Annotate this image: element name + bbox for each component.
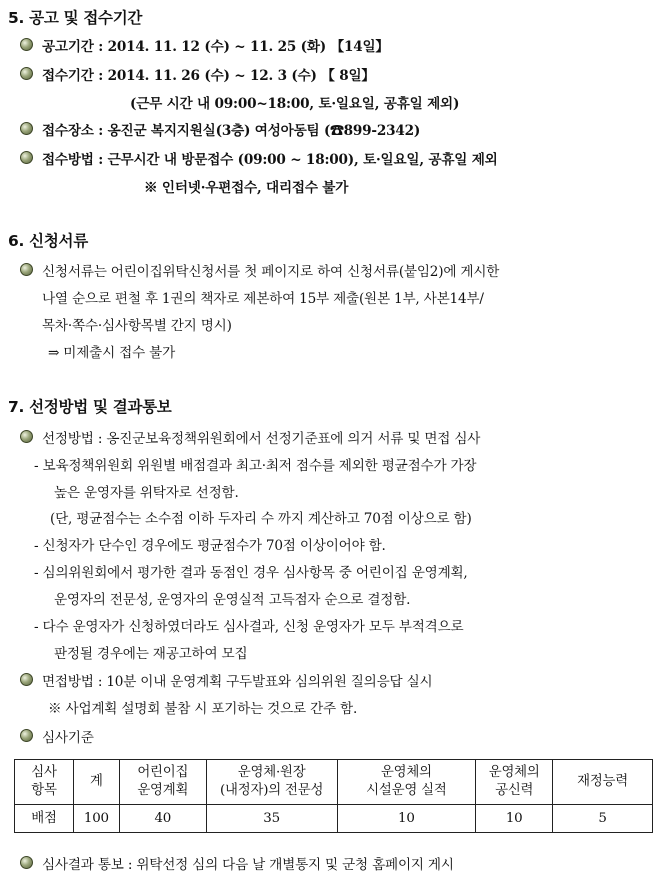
method-detail-2: - 신청자가 단수인 경우에도 평균점수가 70점 이상이어야 함. xyxy=(34,538,386,554)
documents-line-4: ⇒ 미제출시 접수 불가 xyxy=(48,345,176,361)
no-online-note: ※ 인터넷·우편접수, 대리접수 불가 xyxy=(144,180,349,196)
bullet-icon xyxy=(20,122,33,135)
method-detail-1b: 높은 운영자를 위탁자로 선정함. xyxy=(54,485,239,501)
section-7-title: 7. 선정방법 및 결과통보 xyxy=(8,398,172,416)
criteria-table xyxy=(14,759,653,833)
method-detail-1: - 보육정책위원회 위원별 배점결과 최고·최저 점수를 제외한 평균점수가 가장 xyxy=(34,458,477,474)
criteria-label: 심사기준 xyxy=(42,730,94,746)
header-cell: 운영체의 공신력 xyxy=(476,760,553,805)
table-cell: 5 xyxy=(553,805,653,833)
method-detail-3b: 운영자의 전문성, 운영자의 운영실적 고득점자 순으로 결정함. xyxy=(54,592,411,608)
interview-note: ※ 사업계획 설명회 불참 시 포기하는 것으로 간주 함. xyxy=(48,701,358,717)
documents-line-3: 목차·쪽수·심사항목별 간지 명시) xyxy=(42,318,232,334)
bullet-icon xyxy=(20,729,33,742)
header-cell: 어린이집 운영계획 xyxy=(119,760,206,805)
header-cell: 운영체의 시설운영 실적 xyxy=(337,760,476,805)
selection-method: 선정방법 : 옹진군보육정책위원회에서 선정기준표에 의거 서류 및 면접 심사 xyxy=(42,431,481,447)
header-cell: 심사 항목 xyxy=(15,760,74,805)
section-6-title: 6. 신청서류 xyxy=(8,232,88,250)
method-detail-4: - 다수 운영자가 신청하였더라도 심사결과, 신청 운영자가 모두 부적격으로 xyxy=(34,619,464,635)
table-cell: 배점 xyxy=(15,805,74,833)
interview-method: 면접방법 : 10분 이내 운영계획 구두발표와 심의위원 질의응답 실시 xyxy=(42,674,433,690)
table-cell: 100 xyxy=(73,805,119,833)
office-hours-note: (근무 시간 내 09:00~18:00, 토·일요일, 공휴일 제외) xyxy=(130,96,460,112)
bullet-icon xyxy=(20,38,33,51)
table-cell: 40 xyxy=(119,805,206,833)
table-header-row xyxy=(15,760,653,805)
section-5-title: 5. 공고 및 접수기간 xyxy=(8,9,143,27)
application-place: 접수장소 : 옹진군 복지지원실(3층) 여성아동팀 (☎899-2342) xyxy=(42,123,421,139)
application-period: 접수기간 : 2014. 11. 26 (수) ~ 12. 3 (수) 【 8일】 xyxy=(42,68,375,84)
bullet-icon xyxy=(20,673,33,686)
table-cell: 10 xyxy=(337,805,476,833)
documents-line-1: 신청서류는 어린이집위탁신청서를 첫 페이지로 하여 신청서류(붙임2)에 게시한 xyxy=(42,264,500,280)
table-row xyxy=(15,805,653,833)
header-cell: 재정능력 xyxy=(553,760,653,805)
table-cell: 35 xyxy=(206,805,337,833)
method-detail-4b: 판정될 경우에는 재공고하여 모집 xyxy=(54,646,248,662)
result-notice: 심사결과 통보 : 위탁선정 심의 다음 날 개별통지 및 군청 홈페이지 게시 xyxy=(42,857,454,873)
bullet-icon xyxy=(20,856,33,869)
header-cell: 계 xyxy=(73,760,119,805)
bullet-icon xyxy=(20,430,33,443)
bullet-icon xyxy=(20,151,33,164)
header-cell: 운영체·원장 (내정자)의 전문성 xyxy=(206,760,337,805)
method-detail-1c: (단, 평균점수는 소수점 이하 두자리 수 까지 계산하고 70점 이상으로 함) xyxy=(50,511,472,527)
bullet-icon xyxy=(20,263,33,276)
application-method: 접수방법 : 근무시간 내 방문접수 (09:00 ~ 18:00), 토·일요일, 공휴일 제외 xyxy=(42,152,498,168)
documents-line-2: 나열 순으로 편철 후 1권의 책자로 제본하여 15부 제출(원본 1부, 사본14부/ xyxy=(42,291,484,307)
notice-period: 공고기간 : 2014. 11. 12 (수) ~ 11. 25 (화) 【14일】 xyxy=(42,39,389,55)
bullet-icon xyxy=(20,67,33,80)
table-cell: 10 xyxy=(476,805,553,833)
method-detail-3: - 심의위원회에서 평가한 결과 동점인 경우 심사항목 중 어린이집 운영계획, xyxy=(34,565,468,581)
